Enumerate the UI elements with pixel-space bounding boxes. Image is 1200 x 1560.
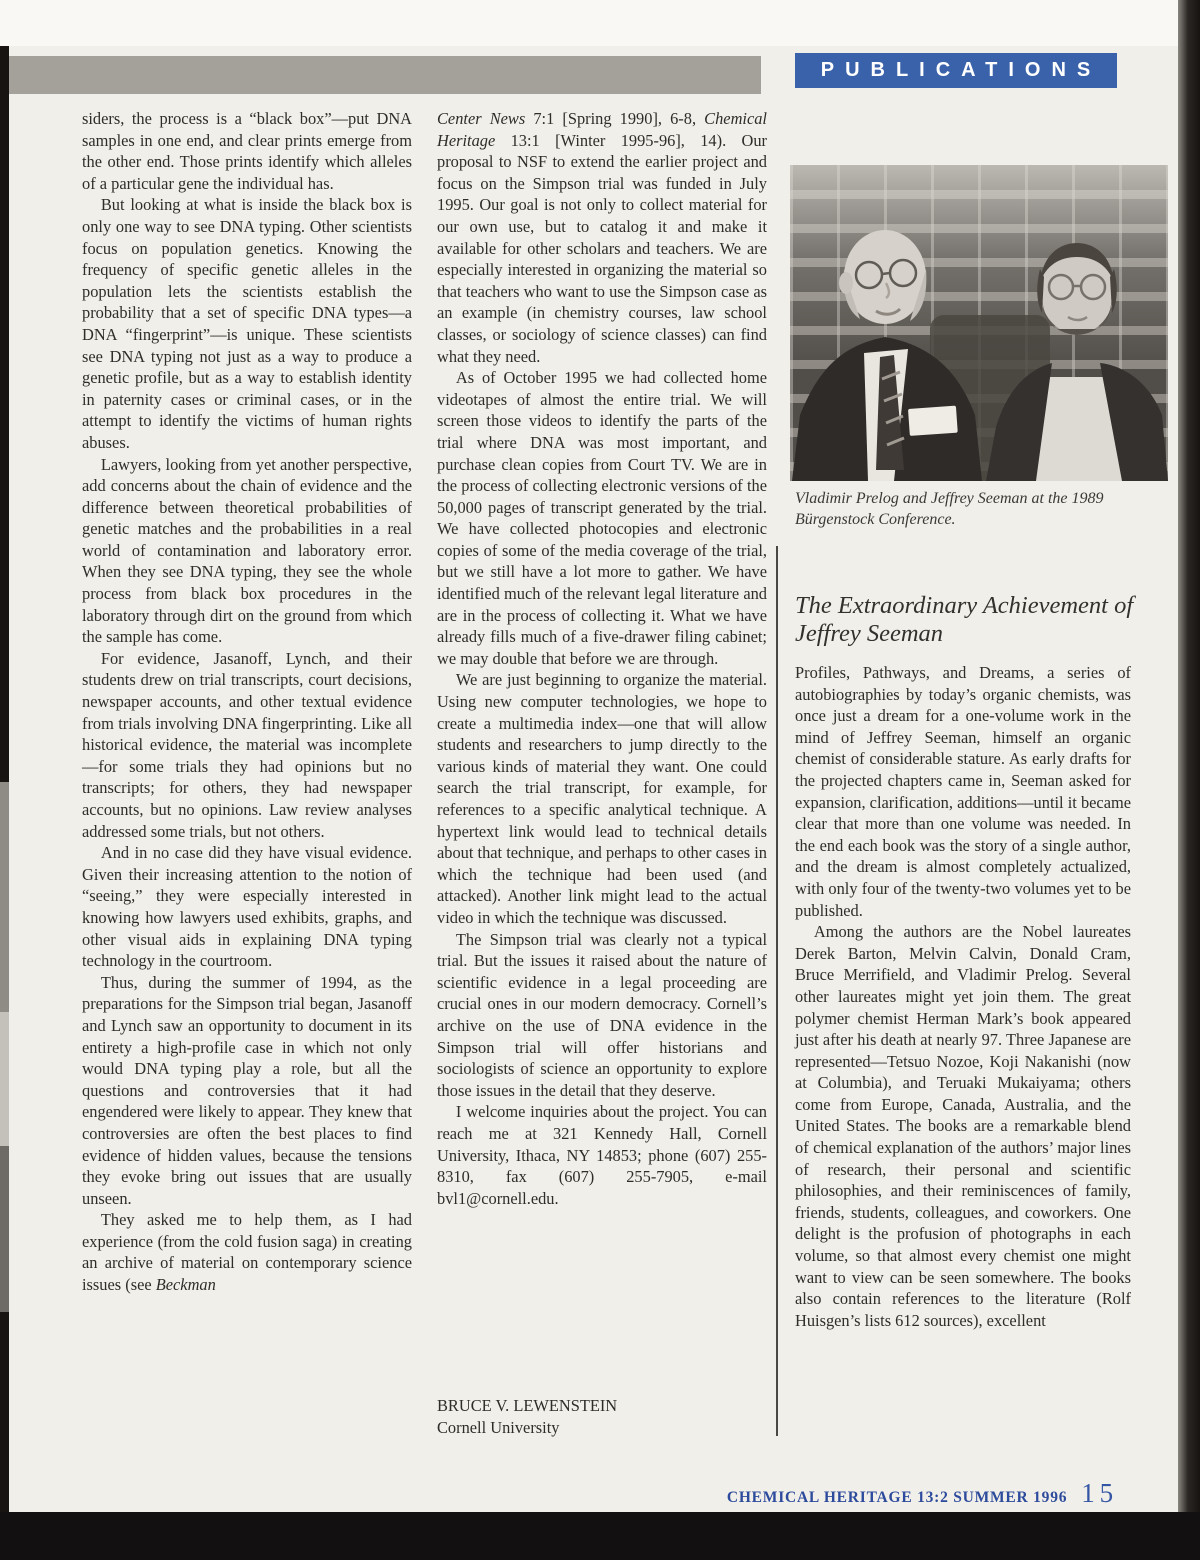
two-chemists-figures xyxy=(790,165,1168,481)
conference-photo xyxy=(790,165,1168,481)
paragraph: Center News 7:1 [Spring 1990], 6-8, Chemical Heritage 13:1 [Winter 1995-96], 14). Our proposal to NSF to extend the earlier project and focus on the Simpson trial was funded in July 1995. Our goal is not only to collect material for our own use, but to catalog it and make it available for other scholars and teachers. We are especially interested in organizing the material so that teachers who want to use the Simpson case as an example (in chemistry courses, law school classes, or sociology of science classes) can find what they need. xyxy=(437,109,767,366)
scan-right-edge xyxy=(1178,0,1200,1560)
author-name: BRUCE V. LEWENSTEIN xyxy=(437,1396,618,1415)
header-gray-bar xyxy=(9,56,761,94)
paragraph: As of October 1995 we had collected home videotapes of almost the entire trial. We will screen those videos to identify the parts of the trial where DNA was most important, and purchase clean copies from Court TV. We are in the process of collecting electronic versions of the 50,000 pages of transcript generated by the trial. We have collected photocopies and electronic copies of some of the media coverage of the trial, but we still have a lot more to gather. We have identified much of the relevant legal literature and are in the process of collecting it. What we have already fills much of a five-drawer filing cabinet; we may double that before we are through. xyxy=(437,368,767,668)
adjacent-page-fragment xyxy=(0,782,9,1012)
paragraph: siders, the process is a “black box”—put DNA samples in one end, and clear prints emerge from the other end. Those prints identify which alleles of a particular gene the individual has. xyxy=(82,109,412,193)
adjacent-page-fragment xyxy=(0,1146,9,1312)
paragraph: But looking at what is inside the black box is only one way to see DNA typing. Other scientists focus on population genetics. Knowing the frequency of specific genetic alleles in the population lets the scientists establish the probability that a set of specific DNA types—a DNA “fingerprint”—is unique. These scientists see DNA typing not just as a way to produce a genetic profile, but as a way to establish identity in paternity cases or criminal cases, or in the attempt to identify the victims of human rights abuses. xyxy=(82,195,412,452)
paragraph: We are just beginning to organize the material. Using new computer technologies, we hope to create a multimedia index—one that will allow students and researchers to jump directly to the various kinds of material they want. One could search the trial transcript, for example, for references to a specific analytical technique. A hypertext link would lead to technical details about that technique, and perhaps to other cases in which the technique had been used (and attacked). Another link might lead to the actual video in which the technique was discussed. xyxy=(437,670,767,927)
author-affiliation: Cornell University xyxy=(437,1417,560,1437)
paragraph: Among the authors are the Nobel laureates Derek Barton, Melvin Calvin, Donald Cram, Bruce Merrifield, and Vladimir Prelog. Several other laureates might yet join them. The great polymer chemist Herman Mark’s book appeared just after his death at nearly 97. Three Japanese are represented—Tetsuo Nozoe, Koji Nakanishi (now at Columbia), and Teruaki Mukaiyama; others come from Europe, Canada, Australia, and the United States. The books are a remarkable blend of chemical explanation of the authors’ major lines of research, their personal and scientific philosophies, and their reminiscences of family, friends, students, colleagues, and coworkers. One delight is the profusion of photographs in each volume, so that almost every chemist one might want to view can be seen somewhere. The books also contain references to the literature (Rolf Huisgen’s lists 612 sources), excellent xyxy=(795,922,1131,1330)
article-title: The Extraordinary Achievement of Jeffrey Seeman xyxy=(795,592,1134,647)
paragraph: I welcome inquiries about the project. You can reach me at 321 Kennedy Hall, Cornell University, Ithaca, NY 14853; phone (607) 255-8310, fax (607) 255-7905, e-mail bvl1@cornell.edu. xyxy=(437,1102,767,1208)
journal-issue-line: CHEMICAL HERITAGE 13:2 SUMMER 1996 xyxy=(726,1489,1068,1506)
scan-top-margin xyxy=(0,0,1200,46)
magazine-page xyxy=(9,46,1178,1512)
photo-caption: Vladimir Prelog and Jeffrey Seeman at the 1989 Bürgenstock Conference. xyxy=(795,490,1104,528)
paragraph: Thus, during the summer of 1994, as the preparations for the Simpson trial began, Jasanoff and Lynch saw an opportunity to document in its entirety a high-profile case in which not only would DNA typing play a role, but all the questions and controversies that it had engendered were likely to appear. They knew that controversies are often the best places to find evidence of hidden values, because the tensions they evoke bring out issues that are usually unseen. xyxy=(82,972,412,1208)
column-divider-rule xyxy=(776,546,778,1436)
paragraph: They asked me to help them, as I had experience (from the cold fusion saga) in creating an archive of material on contemporary science issues (see Beckman xyxy=(82,1210,412,1295)
adjacent-page-fragment xyxy=(0,1012,9,1146)
section-label: PUBLICATIONS xyxy=(820,59,1102,81)
paragraph: And in no case did they have visual evidence. Given their increasing attention to the notion of “seeing,” they were especially interested in knowing how lawyers used exhibits, graphs, and other visual aids in explaining DNA typing technology in the courtroom. xyxy=(82,843,412,971)
column-3 xyxy=(795,662,1131,1331)
paragraph: Profiles, Pathways, and Dreams, a series of autobiographies by today’s organic chemists, was once just a dream for a one-volume work in the mind of Jeffrey Seeman, himself an organic chemist of considerable stature. As early drafts for the projected chapters came in, Seeman asked for expansion, clarification, additions—until it became clear that more than one volume was needed. In the end each book was the story of a single author, and the dream is almost completely actualized, with only four of the twenty-two volumes yet to be published. xyxy=(795,663,1131,920)
paragraph: The Simpson trial was clearly not a typical trial. But the issues it raised about the nature of scientific evidence in a legal proceeding are crucial ones in our modern democracy. Cornell’s archive on the use of DNA evidence in the Simpson trial will offer historians and sociologists of science an opportunity to explore those issues in the detail that they deserve. xyxy=(437,929,767,1100)
paragraph: Lawyers, looking from yet another perspective, add concerns about the chain of evidence and the difference between theoretical probabilities of genetic matches and the probabilities in a real world of contamination and laboratory error. When they see DNA typing, they see the whole process from black box procedures in the laboratory through dirt on the ground from which the sample has come. xyxy=(82,454,412,647)
section-banner xyxy=(795,53,1117,88)
page-number: 15 xyxy=(1081,1478,1118,1508)
scan-bottom-edge xyxy=(0,1512,1200,1560)
author-signature xyxy=(437,1395,767,1438)
paragraph: For evidence, Jasanoff, Lynch, and their students drew on trial transcripts, court decisions, newspaper accounts, and other textual evidence from trials involving DNA fingerprinting. Like all historical evidence, the material was incomplete—for some trials they had opinions but no transcripts; for others, they had newspaper accounts, but no opinions. Law review analyses addressed some trials, but not others. xyxy=(82,648,412,841)
page-footer xyxy=(727,1478,1118,1509)
column-1 xyxy=(82,108,412,1296)
column-2 xyxy=(437,108,767,1209)
